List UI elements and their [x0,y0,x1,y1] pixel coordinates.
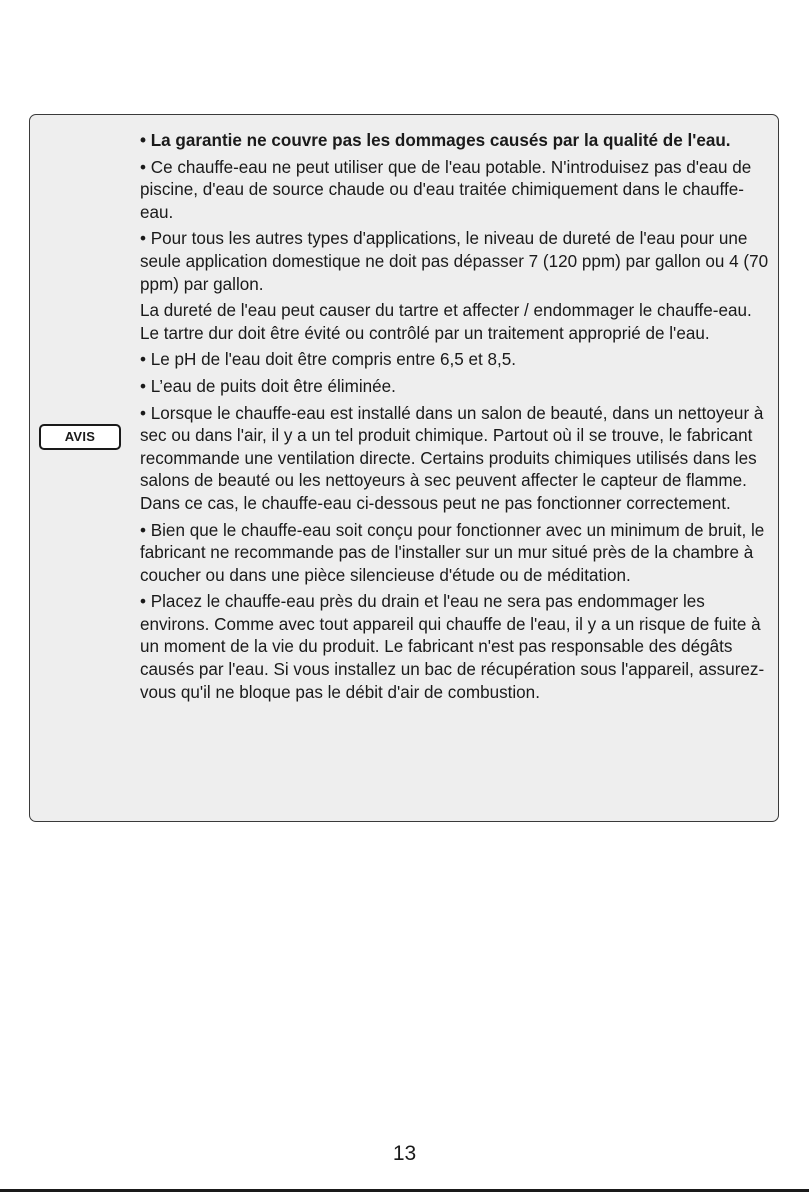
potable-water-paragraph: • Ce chauffe-eau ne peut utiliser que de l'eau potable. N'introduisez pas d'eau de piscine, d'eau de source chaude ou d'eau traitée chimiquement dans le chauffe-eau. [140,157,752,222]
notice-box [29,114,779,822]
warranty-heading: • La garantie ne couvre pas les dommages causés par la qualité de l'eau. [140,131,731,150]
water-hardness-paragraph: • Pour tous les autres types d'applications, le niveau de dureté de l'eau pour une seule application domestique ne doit pas dépasser 7 (120 ppm) par gallon ou 4 (70 ppm) par gallon. [140,229,769,294]
notice-text [140,130,770,708]
ph-paragraph: • Le pH de l'eau doit être compris entre 6,5 et 8,5. [140,350,517,370]
notice-badge: AVIS [39,424,121,450]
scale-paragraph: La dureté de l'eau peut causer du tartre et affecter / endommager le chauffe-eau. Le tartre dur doit être évité ou contrôlé par un traitement approprié de l'eau. [140,301,752,343]
well-water-paragraph: • L’eau de puits doit être éliminée. [140,376,396,396]
noise-paragraph: • Bien que le chauffe-eau soit conçu pour fonctionner avec un minimum de bruit, le fabricant ne recommande pas de l'installer sur un mur situé près de la chambre à coucher ou dans une pièce silencieuse d'étude ou de méditation. [140,520,765,585]
chemicals-paragraph: • Lorsque le chauffe-eau est installé dans un salon de beauté, dans un nettoyeur à sec ou dans l'air, il y a un tel produit chimique. Partout où il se trouve, le fabricant recommande une ventilation directe. Certains produits chimiques utilisés dans les salons de beauté ou les nettoyeurs à sec peuvent affecter le capteur de flamme. Dans ce cas, le chauffe-eau ci-dessous peut ne pas fonctionner correctement. [140,403,764,513]
drain-paragraph: • Placez le chauffe-eau près du drain et l'eau ne sera pas endommager les environs. Comme avec tout appareil qui chauffe de l'eau, il y a un risque de fuite à un moment de la vie du produit. Le fabricant n'est pas responsable des dégâts causés par l'eau. Si vous installez un bac de récupération sous l'appareil, assurez-vous qu'il ne bloque pas le débit d'air de combustion. [140,592,765,702]
page-number: 13 [392,1142,417,1165]
